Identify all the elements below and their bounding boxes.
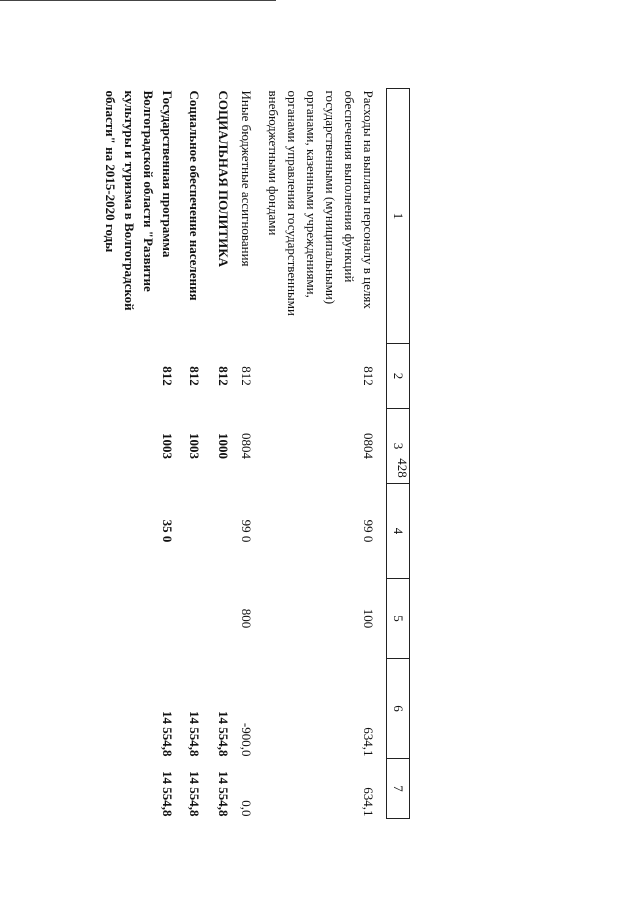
cell-c5 [101,579,185,659]
cell-c3: 0804 [239,433,254,459]
top-rule [0,0,276,1]
cell-c4 [185,484,214,579]
cell-c7: 14 554,8 [216,771,231,817]
cell-c7: 634,1 [361,787,376,817]
cell-c7: 0,0 [239,800,254,817]
row-name: Расходы на выплаты персоналу в целях обеспечения выполнения функций государственными (муниципальными) органами, казенными учреждениями, органами управления государственными внебюджетными фондами [266,90,376,316]
row-name: СОЦИАЛЬНАЯ ПОЛИТИКА [216,90,231,268]
cell-c4 [214,484,237,579]
cell-c6: -900,0 [239,722,254,757]
cell-c4: 35 0 [160,519,175,543]
cell-c3: 1003 [187,433,202,459]
cell-c2: 812 [361,366,376,386]
table-row [101,89,185,819]
header-cell: 2 [387,344,410,409]
row-name: Государственная программа Волгоградской области "Развитие культуры и туризма в Волгоградской области" на 2015-2020 годы [103,90,175,311]
cell-c4: 99 0 [361,519,376,543]
header-cell: 4 [387,484,410,579]
cell-c7: 14 554,8 [160,771,175,817]
cell-c2: 812 [239,366,254,386]
header-row [387,89,410,819]
cell-c6: 634,1 [361,727,376,757]
table-row [185,89,214,819]
cell-c3: 1000 [216,433,231,459]
cell-c7: 14 554,8 [187,771,202,817]
cell-c2: 812 [160,366,175,386]
cell-c5: 800 [239,608,254,629]
budget-table [101,88,410,819]
cell-c2: 812 [216,366,231,386]
row-name: Социальное обеспечение населения [187,90,202,301]
cell-c2: 812 [187,366,202,386]
cell-c5 [185,579,214,659]
rotated-table-container [50,88,410,818]
row-name: Иные бюджетные ассигнования [239,90,254,267]
table-row [264,89,387,819]
cell-c4: 99 0 [239,519,254,543]
table-row [237,89,264,819]
header-cell: 1 [387,89,410,344]
table-row [214,89,237,819]
cell-c6: 14 554,8 [187,711,202,757]
header-cell: 6 [387,659,410,759]
cell-c6: 14 554,8 [160,711,175,757]
header-cell: 3 [387,409,410,484]
header-cell: 5 [387,579,410,659]
page-number: 428 [395,458,410,478]
cell-c5: 100 [361,608,376,629]
cell-c5 [214,579,237,659]
header-cell: 7 [387,759,410,819]
cell-c3: 0804 [361,433,376,459]
cell-c6: 14 554,8 [216,711,231,757]
cell-c3: 1003 [160,433,175,459]
